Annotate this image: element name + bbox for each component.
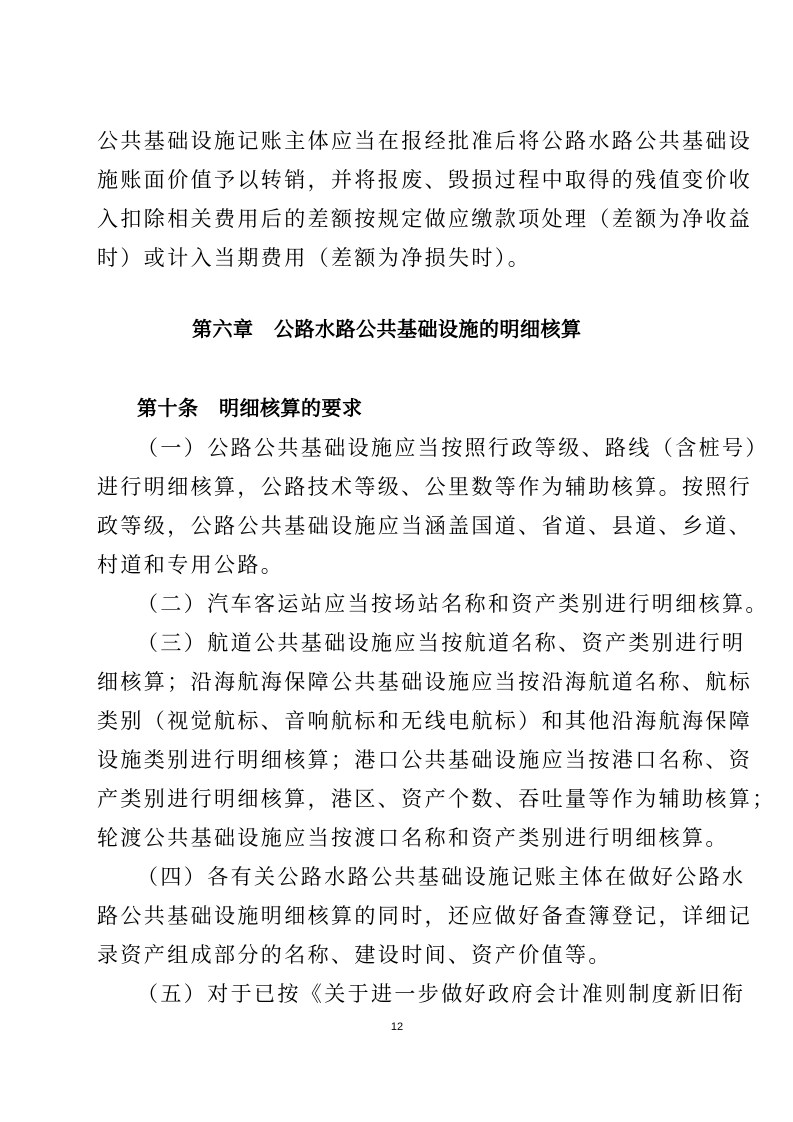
item-1-line: 政等级，公路公共基础设施应当涵盖国道、省道、县道、乡道、 [97, 514, 753, 538]
item-5-line: （五）对于已按《关于进一步做好政府会计准则制度新旧衔 [137, 982, 746, 1006]
body-text-line: 时）或计入当期费用（差额为净损失时）。 [97, 246, 532, 270]
item-2-line: （二）汽车客运站应当按场站名称和资产类别进行明细核算。 [137, 592, 769, 616]
item-4-line: 路公共基础设施明细核算的同时，还应做好备查簿登记，详细记 [97, 904, 753, 928]
item-3-line: 类别（视觉航标、音响航标和无线电航标）和其他沿海航海保障 [97, 709, 753, 733]
item-4-line: 录资产组成部分的名称、建设时间、资产价值等。 [97, 943, 612, 967]
item-1-line: 村道和专用公路。 [97, 553, 285, 577]
item-3-line: 轮渡公共基础设施应当按渡口名称和资产类别进行明细核算。 [97, 826, 729, 850]
item-3-line: 产类别进行明细核算，港区、资产个数、吞吐量等作为辅助核算； [97, 787, 776, 811]
page-number: 12 [390, 1021, 404, 1033]
body-text-line: 公共基础设施记账主体应当在报经批准后将公路水路公共基础设 [97, 129, 753, 153]
chapter-heading: 第六章 公路水路公共基础设施的明细核算 [192, 317, 582, 341]
item-1-line: （一）公路公共基础设施应当按照行政等级、路线（含桩号） [137, 436, 769, 460]
body-text-line: 施账面价值予以转销，并将报废、毁损过程中取得的残值变价收 [97, 168, 753, 192]
body-text-line: 入扣除相关费用后的差额按规定做应缴款项处理（差额为净收益 [97, 207, 753, 231]
article-heading: 第十条 明细核算的要求 [137, 396, 363, 420]
item-3-line: 细核算；沿海航海保障公共基础设施应当按沿海航道名称、航标 [97, 670, 753, 694]
item-3-line: （三）航道公共基础设施应当按航道名称、资产类别进行明 [137, 631, 746, 655]
item-4-line: （四）各有关公路水路公共基础设施记账主体在做好公路水 [137, 865, 746, 889]
item-3-line: 设施类别进行明细核算；港口公共基础设施应当按港口名称、资 [97, 748, 753, 772]
item-1-line: 进行明细核算，公路技术等级、公里数等作为辅助核算。按照行 [97, 475, 753, 499]
